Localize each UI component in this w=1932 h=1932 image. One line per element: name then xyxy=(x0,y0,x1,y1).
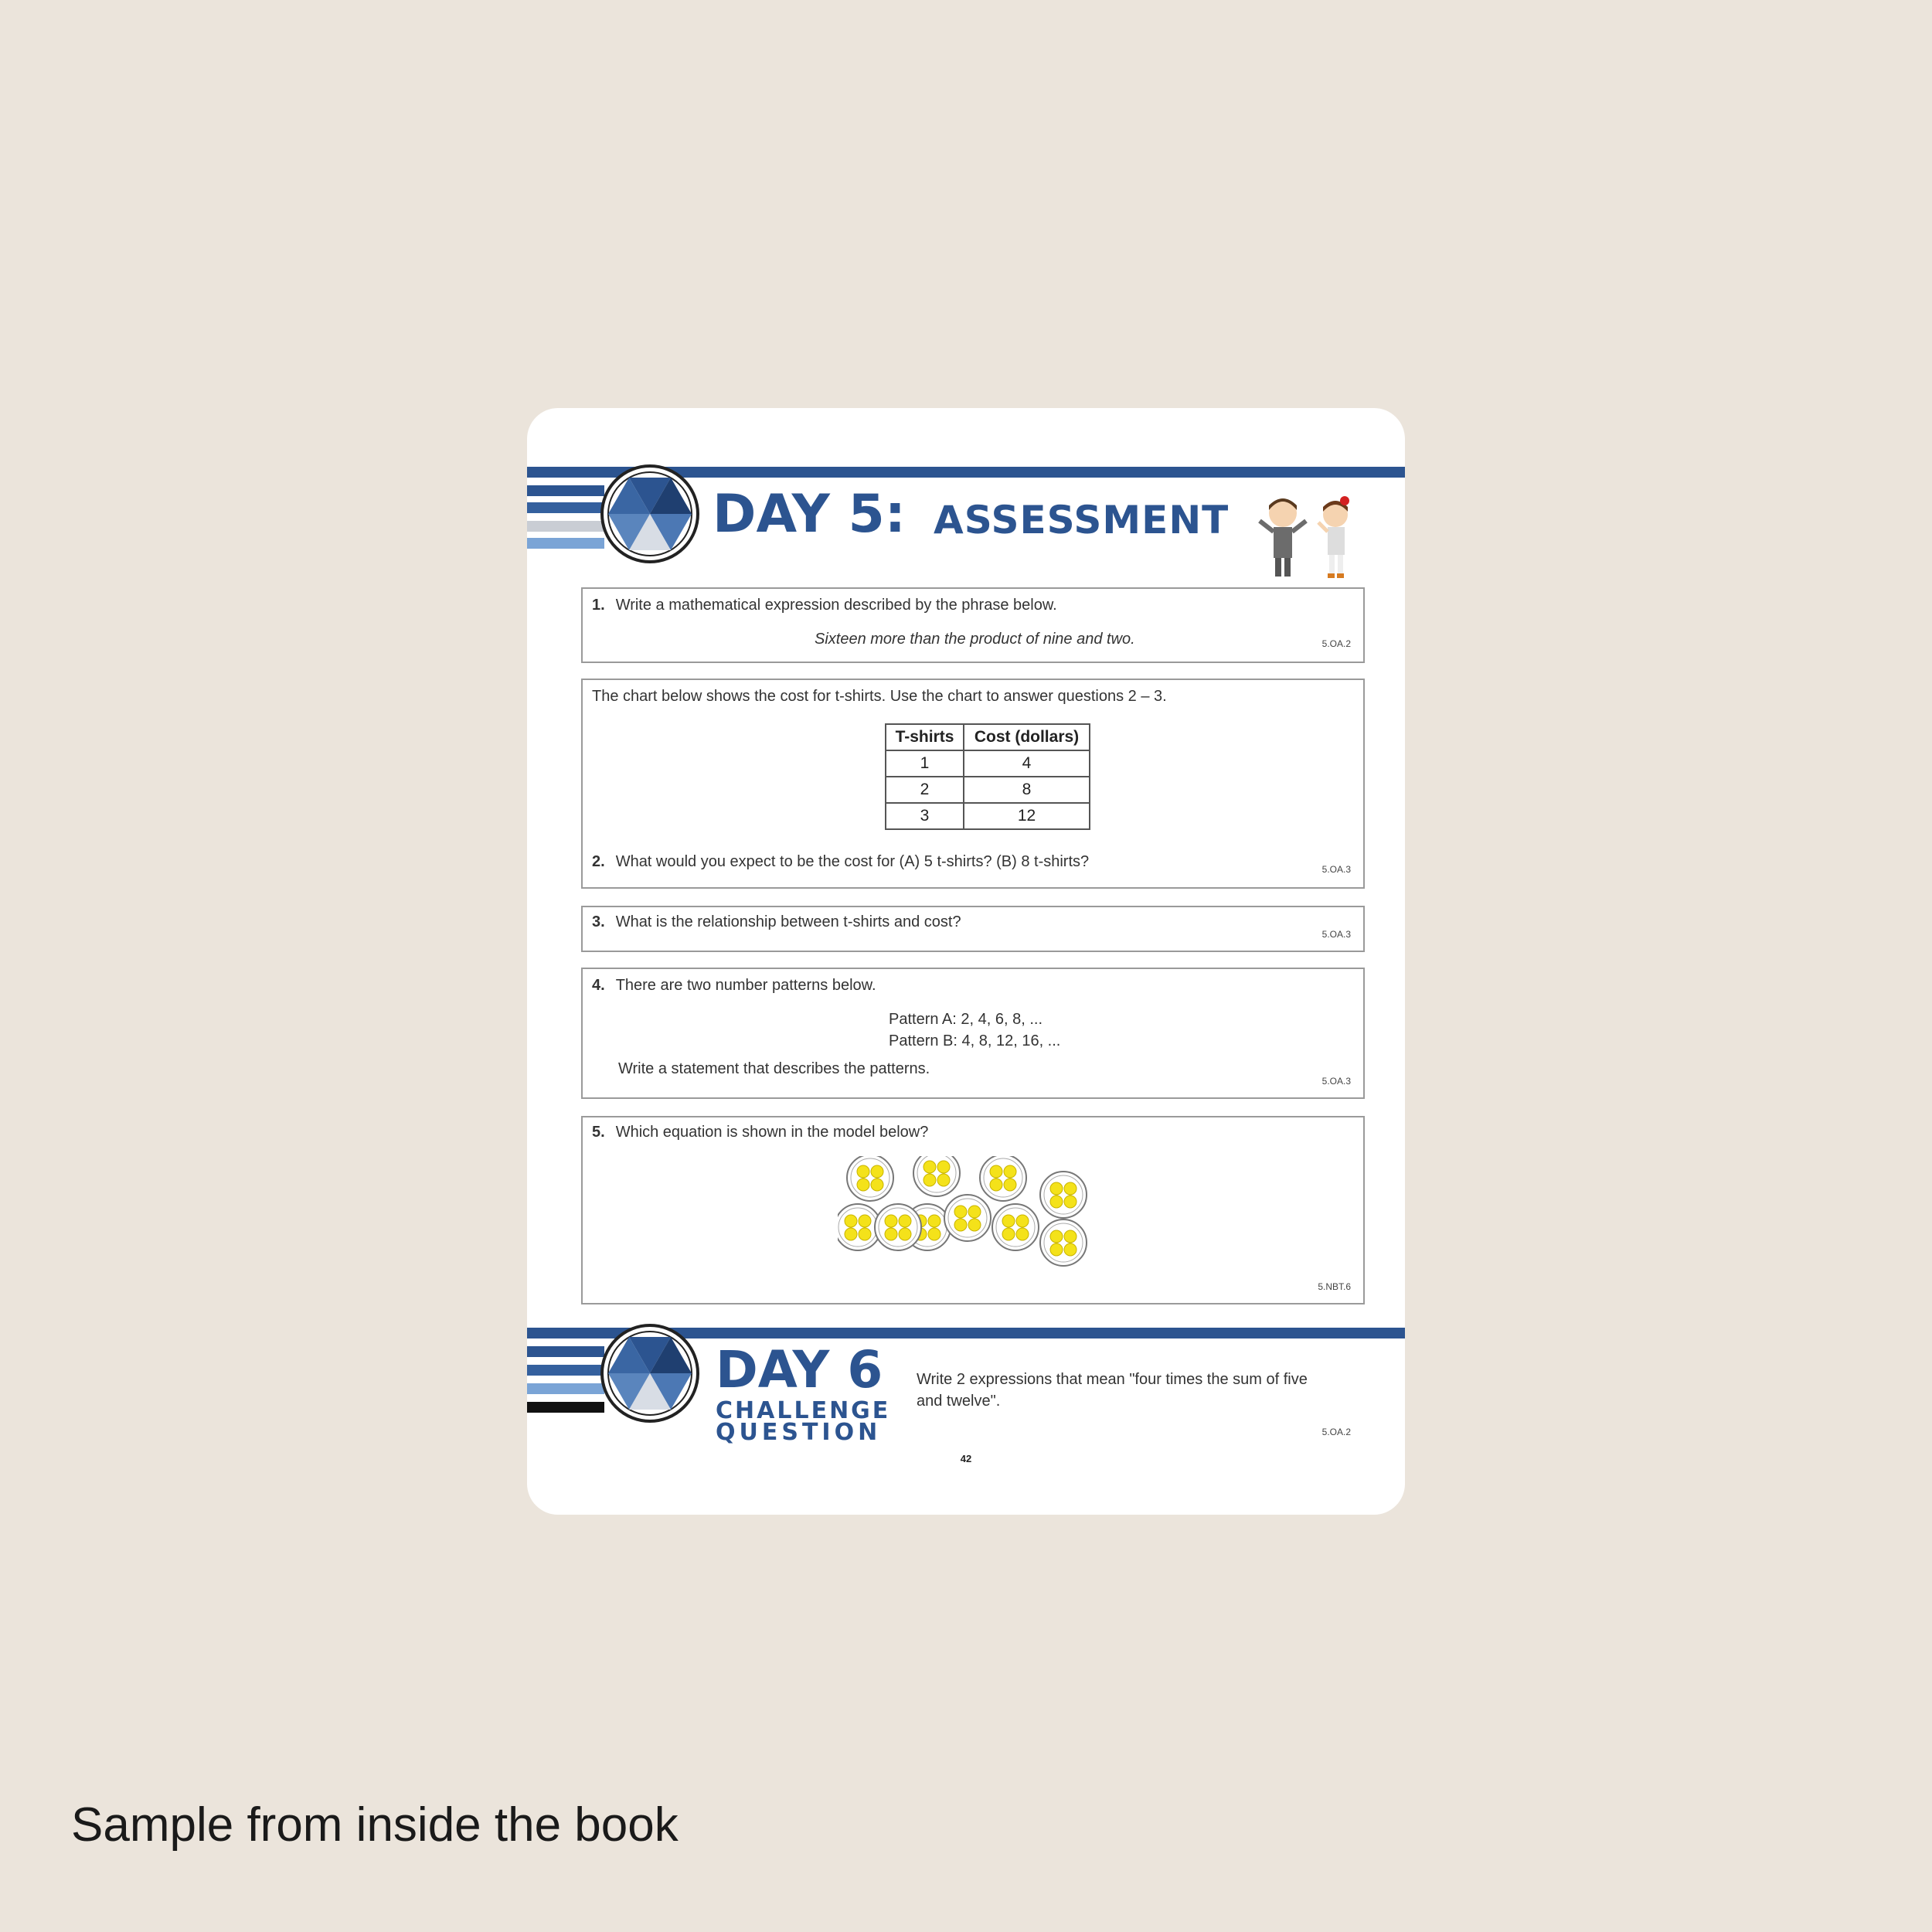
yellow-dot xyxy=(1064,1230,1077,1243)
yellow-dot xyxy=(871,1179,883,1191)
question-4-box xyxy=(581,968,1365,1099)
yellow-dot xyxy=(1050,1196,1063,1208)
dot-group xyxy=(1040,1219,1087,1266)
yellow-dot xyxy=(1064,1243,1077,1256)
question-1-box xyxy=(581,587,1365,663)
question-2-prompt: What would you expect to be the cost for (A) 5 t-shirts? (B) 8 t-shirts? xyxy=(615,853,1090,870)
yellow-dot xyxy=(859,1215,871,1227)
yellow-dot xyxy=(923,1174,936,1186)
table-cell: 2 xyxy=(886,777,964,803)
page-title: ASSESSMENT xyxy=(934,498,1230,543)
dot-group xyxy=(847,1156,893,1201)
table-cell: 4 xyxy=(964,750,1090,777)
chart-intro-text: The chart below shows the cost for t-shirts. Use the chart to answer questions 2 – 3. xyxy=(592,688,1167,705)
yellow-dot xyxy=(968,1219,981,1231)
day5-label: DAY 5: xyxy=(713,484,906,545)
yellow-dot xyxy=(1064,1182,1077,1195)
question-4-prompt: There are two number patterns below. xyxy=(615,977,876,994)
yellow-dot xyxy=(885,1215,897,1227)
table-row xyxy=(886,803,1090,829)
kids-illustration xyxy=(1252,492,1368,584)
table-header-cost: Cost (dollars) xyxy=(964,724,1090,750)
dot-group xyxy=(980,1156,1026,1201)
question-5-text xyxy=(592,1124,928,1141)
question-3-text xyxy=(592,913,961,931)
yellow-dot xyxy=(899,1215,911,1227)
question-1-prompt: Write a mathematical expression described by the phrase below. xyxy=(615,597,1057,614)
question-3-box xyxy=(581,906,1365,952)
yellow-dot xyxy=(871,1165,883,1178)
header-stripe-4 xyxy=(527,521,604,532)
question-4-text xyxy=(592,977,876,995)
question-5-box xyxy=(581,1116,1365,1304)
yellow-dot xyxy=(928,1228,940,1240)
hexagon-logo-icon xyxy=(600,464,700,564)
yellow-dot xyxy=(954,1206,967,1218)
yellow-dot xyxy=(990,1179,1002,1191)
footer-stripe-3 xyxy=(527,1365,604,1376)
tshirt-cost-table xyxy=(885,723,1090,830)
dot-group xyxy=(875,1204,921,1250)
question-1-standard: 5.OA.2 xyxy=(1321,638,1351,649)
yellow-dot xyxy=(937,1161,950,1173)
day6-label: DAY 6 xyxy=(716,1340,883,1400)
yellow-dot xyxy=(1064,1196,1077,1208)
question-4-standard: 5.OA.3 xyxy=(1321,1076,1351,1087)
question-1-text xyxy=(592,597,1057,614)
yellow-dot xyxy=(1004,1165,1016,1178)
question-5-number: 5. xyxy=(592,1124,605,1141)
yellow-dot xyxy=(845,1215,857,1227)
table-cell: 8 xyxy=(964,777,1090,803)
question-2-number: 2. xyxy=(592,853,605,870)
question-2-text xyxy=(592,853,1089,871)
yellow-dot xyxy=(928,1215,940,1227)
question-5-prompt: Which equation is shown in the model below? xyxy=(615,1124,929,1141)
question-3-prompt: What is the relationship between t-shirts and cost? xyxy=(615,913,961,930)
table-row xyxy=(886,750,1090,777)
yellow-dot xyxy=(990,1165,1002,1178)
yellow-dot xyxy=(845,1228,857,1240)
book-page xyxy=(527,408,1405,1515)
yellow-dot xyxy=(1016,1215,1029,1227)
dot-group xyxy=(1040,1172,1087,1218)
yellow-dot xyxy=(857,1179,869,1191)
yellow-dot xyxy=(1004,1179,1016,1191)
yellow-dot xyxy=(968,1206,981,1218)
yellow-dot xyxy=(937,1174,950,1186)
pattern-a: Pattern A: 2, 4, 6, 8, ... xyxy=(889,1011,1043,1028)
question-label: QUESTION xyxy=(716,1419,882,1446)
yellow-dot xyxy=(857,1165,869,1178)
page-number: 42 xyxy=(960,1453,972,1464)
yellow-dot xyxy=(1016,1228,1029,1240)
yellow-dot xyxy=(1050,1182,1063,1195)
question-1-number: 1. xyxy=(592,597,605,614)
footer-stripe-5 xyxy=(527,1402,604,1413)
yellow-dot xyxy=(1002,1215,1015,1227)
dot-group xyxy=(913,1156,960,1196)
table-row xyxy=(886,777,1090,803)
question-5-standard: 5.NBT.6 xyxy=(1318,1281,1351,1292)
yellow-dot xyxy=(923,1161,936,1173)
footer-stripe-2 xyxy=(527,1346,604,1357)
image-caption: Sample from inside the book xyxy=(71,1798,679,1852)
challenge-text-line1: Write 2 expressions that mean "four times the sum of five xyxy=(917,1371,1308,1388)
question-3-standard: 5.OA.3 xyxy=(1321,929,1351,940)
table-cell: 12 xyxy=(964,803,1090,829)
chart-question-2-box xyxy=(581,679,1365,889)
table-header-tshirts: T-shirts xyxy=(886,724,964,750)
header-stripe-3 xyxy=(527,502,604,513)
yellow-dot xyxy=(899,1228,911,1240)
footer-stripe-4 xyxy=(527,1383,604,1394)
yellow-dot xyxy=(954,1219,967,1231)
dot-group xyxy=(944,1195,991,1241)
hexagon-logo-icon xyxy=(600,1323,700,1423)
challenge-label: CHALLENGE xyxy=(716,1397,891,1424)
question-4-instruction: Write a statement that describes the patterns. xyxy=(618,1060,930,1077)
header-stripe-2 xyxy=(527,485,604,496)
yellow-dot xyxy=(1002,1228,1015,1240)
yellow-dot xyxy=(859,1228,871,1240)
challenge-standard: 5.OA.2 xyxy=(1321,1427,1351,1437)
question-1-phrase: Sixteen more than the product of nine and two. xyxy=(815,631,1135,648)
header-stripe-5 xyxy=(527,538,604,549)
dot-group-model xyxy=(838,1156,1100,1280)
challenge-text-line2: and twelve". xyxy=(917,1393,1001,1410)
question-3-number: 3. xyxy=(592,913,605,930)
yellow-dot xyxy=(1050,1243,1063,1256)
pattern-b: Pattern B: 4, 8, 12, 16, ... xyxy=(889,1032,1061,1049)
yellow-dot xyxy=(885,1228,897,1240)
question-2-standard: 5.OA.3 xyxy=(1321,864,1351,875)
table-cell: 3 xyxy=(886,803,964,829)
question-4-number: 4. xyxy=(592,977,605,994)
yellow-dot xyxy=(1050,1230,1063,1243)
table-cell: 1 xyxy=(886,750,964,777)
dot-group xyxy=(992,1204,1039,1250)
